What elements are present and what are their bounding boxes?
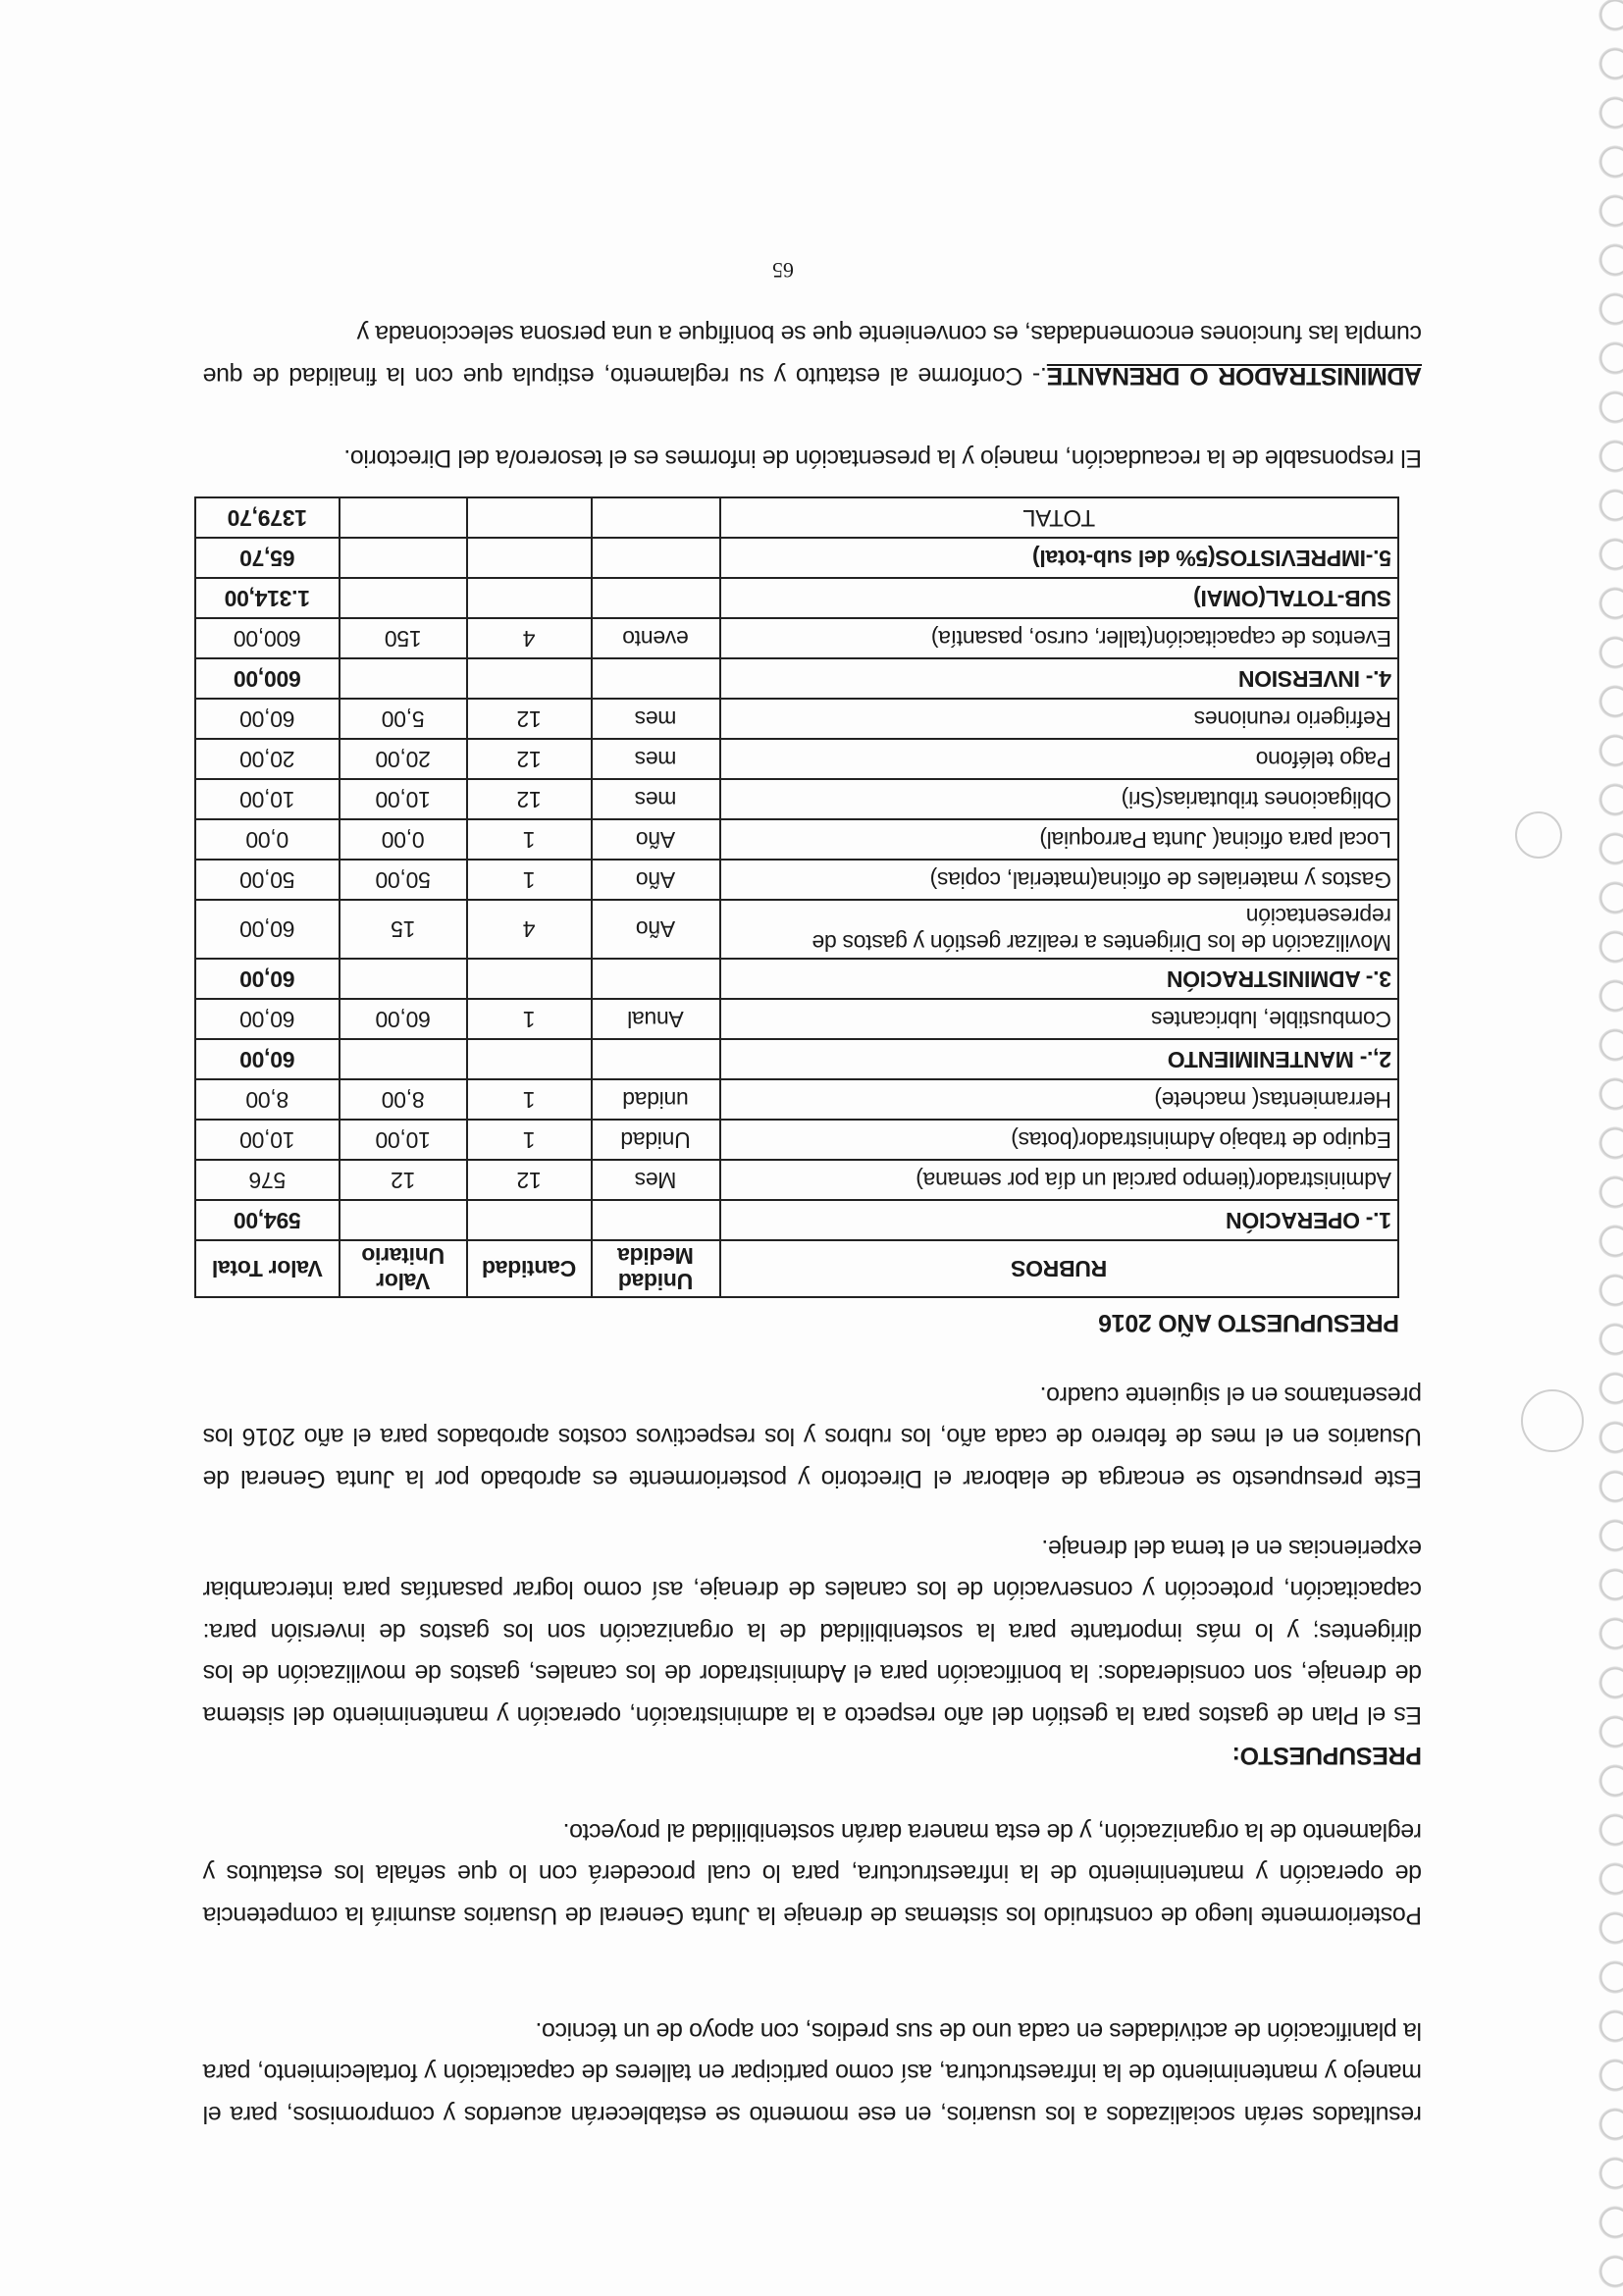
table-header-row (195, 1240, 1398, 1297)
cell-unitario (340, 497, 467, 538)
paragraph-posteriormente (203, 1811, 1422, 1937)
cell-rubro: 2,.- MANTENIMIENTO (720, 1039, 1398, 1079)
cell-unitario: 5,00 (340, 699, 467, 739)
cell-cantidad (467, 497, 592, 538)
cell-rubro: Administrador(tiempo parcial un día por semana) (720, 1160, 1398, 1200)
header-valor-unitario: Valor Unitario (340, 1240, 467, 1297)
cell-total: 600,00 (195, 618, 340, 658)
cell-cantidad: 1 (467, 819, 592, 860)
cell-unitario (340, 658, 467, 699)
cell-cantidad: 1 (467, 1079, 592, 1120)
cell-total: 65,70 (195, 538, 340, 578)
paragraph-text: El responsable de la recaudación, manejo y la presentación de informes es el tesorero/a del Directorio. (343, 444, 1422, 472)
table-title: PRESUPUESTO AÑO 2016 (1098, 1309, 1399, 1336)
cell-total: 1.314,00 (195, 578, 340, 618)
cell-total: 60,00 (195, 900, 340, 959)
table-section-row (195, 578, 1398, 618)
cell-unitario: 10,00 (340, 1120, 467, 1160)
cell-unitario: 50,00 (340, 860, 467, 900)
cell-total: 60,00 (195, 699, 340, 739)
cell-total: 20,00 (195, 739, 340, 779)
cell-unidad: evento (592, 618, 720, 658)
cell-unitario (340, 538, 467, 578)
table-section-row (195, 1200, 1398, 1240)
cell-unitario: 15 (340, 900, 467, 959)
cell-cantidad (467, 1039, 592, 1079)
table-row (195, 1079, 1398, 1120)
paragraph-este-presupuesto (203, 1375, 1422, 1500)
cell-unidad: unidad (592, 1079, 720, 1120)
cell-unitario: 20,00 (340, 739, 467, 779)
cell-unidad (592, 1200, 720, 1240)
cell-rubro: Gastos y materiales de oficina(material, copias) (720, 860, 1398, 900)
paragraph-text: resultados serán socializados a los usuarios, en ese momento se establecerán acuerdos y compromisos, para el manejo y mantenimiento de la infraestructura, así como participar en talleres de capacitación y fortalecimiento, para la planificación de actividades en cada uno de sus predios, con apoyo de un técnico. (203, 2017, 1422, 2128)
paragraph-text: Posteriormente luego de construido los sistemas de drenaje la Junta General de Usuarios asumirá la competencia de operación y mantenimiento de la infraestructura, para lo cual procederá con lo que señala los estatutos y reglamento de la organización, y de esta manera darán sostenibilidad al proyecto. (203, 1818, 1422, 1929)
table-row (195, 900, 1398, 959)
cell-unidad: mes (592, 739, 720, 779)
cell-unidad: mes (592, 779, 720, 819)
table-section-row (195, 538, 1398, 578)
cell-cantidad (467, 959, 592, 999)
table-row (195, 860, 1398, 900)
table-row (195, 1160, 1398, 1200)
cell-total: 60,00 (195, 999, 340, 1039)
administrador-body: .- Conforme al estatuto y su reglamento, estipula que con la finalidad de que cumpla las funciones encomendadas, es conveniente que se bonifique a una persona seleccionada y (203, 320, 1422, 390)
cell-total: 50,00 (195, 860, 340, 900)
cell-cantidad (467, 578, 592, 618)
presupuesto-heading: PRESUPUESTO: (1231, 1742, 1422, 1769)
cell-unidad: Unidad (592, 1120, 720, 1160)
cell-unidad (592, 959, 720, 999)
cell-unidad: Anual (592, 999, 720, 1039)
cell-total: 0,00 (195, 819, 340, 860)
cell-unitario: 150 (340, 618, 467, 658)
binder-holes (1586, 0, 1623, 2296)
cell-cantidad (467, 538, 592, 578)
cell-total: 594,00 (195, 1200, 340, 1240)
cell-unitario (340, 578, 467, 618)
table-section-row (195, 1039, 1398, 1079)
cell-rubro: TOTAL (720, 497, 1398, 538)
cell-unidad (592, 658, 720, 699)
cell-cantidad (467, 658, 592, 699)
cell-rubro: Pago teléfono (720, 739, 1398, 779)
cell-total: 10,00 (195, 779, 340, 819)
cell-total: 8,00 (195, 1079, 340, 1120)
cell-cantidad: 12 (467, 739, 592, 779)
cell-total: 600,00 (195, 658, 340, 699)
table-row (195, 618, 1398, 658)
budget-table (194, 496, 1399, 1298)
paragraph-text: Es el Plan de gastos para la gestión del año respecto a la administración, operación y mantenimiento del sistema de drenaje, son considerados: la bonificación para el Administrador de los canales, gastos de movilización de los dirigentes; y lo más importante para la sostenibilidad de la organización son los gastos de inversión para: capacitación, protección y conservación de los canales de drenaje, así como lograr pasantías para intercambiar experiencias en el tema del drenaje. (203, 1535, 1422, 1729)
cell-unitario: 10,00 (340, 779, 467, 819)
cell-rubro: 3.- ADMINISTRACIÓN (720, 959, 1398, 999)
cell-unidad: Año (592, 819, 720, 860)
cell-total: 60,00 (195, 1039, 340, 1079)
cell-rubro: Combustible, lubricantes (720, 999, 1398, 1039)
cell-rubro: Equipo de trabajo Administrador(botas) (720, 1120, 1398, 1160)
table-row (195, 819, 1398, 860)
table-total-row (195, 497, 1398, 538)
cell-rubro: 4.- INVERSION (720, 658, 1398, 699)
cell-rubro: Eventos de capacitación(taller, curso, pasantía) (720, 618, 1398, 658)
table-row (195, 1120, 1398, 1160)
cell-unidad (592, 497, 720, 538)
cell-cantidad: 1 (467, 999, 592, 1039)
cell-unitario: 60,00 (340, 999, 467, 1039)
cell-unitario (340, 959, 467, 999)
cell-unitario: 8,00 (340, 1079, 467, 1120)
cell-unitario: 12 (340, 1160, 467, 1200)
table-row (195, 999, 1398, 1039)
header-unidad: Unidad Medida (592, 1240, 720, 1297)
table-row (195, 699, 1398, 739)
cell-rubro: 1.- OPERACIÓN (720, 1200, 1398, 1240)
cell-rubro: 5.-IMPREVISTOS(5% del sub-total) (720, 538, 1398, 578)
cell-unidad (592, 538, 720, 578)
cell-rubro: Herramientas( machete) (720, 1079, 1398, 1120)
header-rubros: RUBROS (720, 1240, 1398, 1297)
cell-unidad: Año (592, 860, 720, 900)
cell-cantidad: 12 (467, 779, 592, 819)
cell-unidad: Mes (592, 1160, 720, 1200)
cell-rubro: Movilización de los Dirigentes a realizar gestión y gastos de representación (720, 900, 1398, 959)
cell-unitario: 0,00 (340, 819, 467, 860)
header-valor-total: Valor Total (195, 1240, 340, 1297)
cell-total: 1379,70 (195, 497, 340, 538)
cell-cantidad: 12 (467, 699, 592, 739)
cell-cantidad: 12 (467, 1160, 592, 1200)
cell-unidad: Año (592, 900, 720, 959)
paragraph-resultados (203, 2010, 1422, 2136)
page-number: 65 (772, 258, 794, 283)
cell-total: 60,00 (195, 959, 340, 999)
table-row (195, 739, 1398, 779)
cell-total: 10,00 (195, 1120, 340, 1160)
table-section-row (195, 959, 1398, 999)
cell-rubro: SUB-TOTAL(OMAI) (720, 578, 1398, 618)
paragraph-plan-gastos (203, 1528, 1422, 1737)
cell-total: 576 (195, 1160, 340, 1200)
cell-rubro: Obligaciones tributarias(Sri) (720, 779, 1398, 819)
cell-unidad: mes (592, 699, 720, 739)
paragraph-text: Este presupuesto se encarga de elaborar el Directorio y posteriormente es aprobado por la Junta General de Usuarios en el mes de febrero de cada año, los rubros y los respectivos costos aprobados para el año 2016 los presentamos en el siguiente cuadro. (203, 1382, 1422, 1492)
paragraph-administrador (203, 313, 1422, 396)
administrador-lead: ADMINISTRADOR O DRENANTE (1046, 362, 1422, 390)
punch-hole-mark (1521, 1389, 1584, 1452)
cell-unitario (340, 1039, 467, 1079)
table-section-row (195, 658, 1398, 699)
cell-unidad (592, 578, 720, 618)
paragraph-text (203, 313, 1422, 396)
cell-rubro: Refrigerio reuniones (720, 699, 1398, 739)
punch-hole-mark (1515, 811, 1562, 859)
paragraph-responsable (203, 438, 1422, 480)
cell-cantidad: 4 (467, 900, 592, 959)
cell-cantidad: 1 (467, 1120, 592, 1160)
cell-cantidad: 1 (467, 860, 592, 900)
cell-unitario (340, 1200, 467, 1240)
cell-cantidad: 4 (467, 618, 592, 658)
cell-unidad (592, 1039, 720, 1079)
cell-rubro: Local para oficina( Junta Parroquial) (720, 819, 1398, 860)
table-row (195, 779, 1398, 819)
header-cantidad: Cantidad (467, 1240, 592, 1297)
cell-cantidad (467, 1200, 592, 1240)
